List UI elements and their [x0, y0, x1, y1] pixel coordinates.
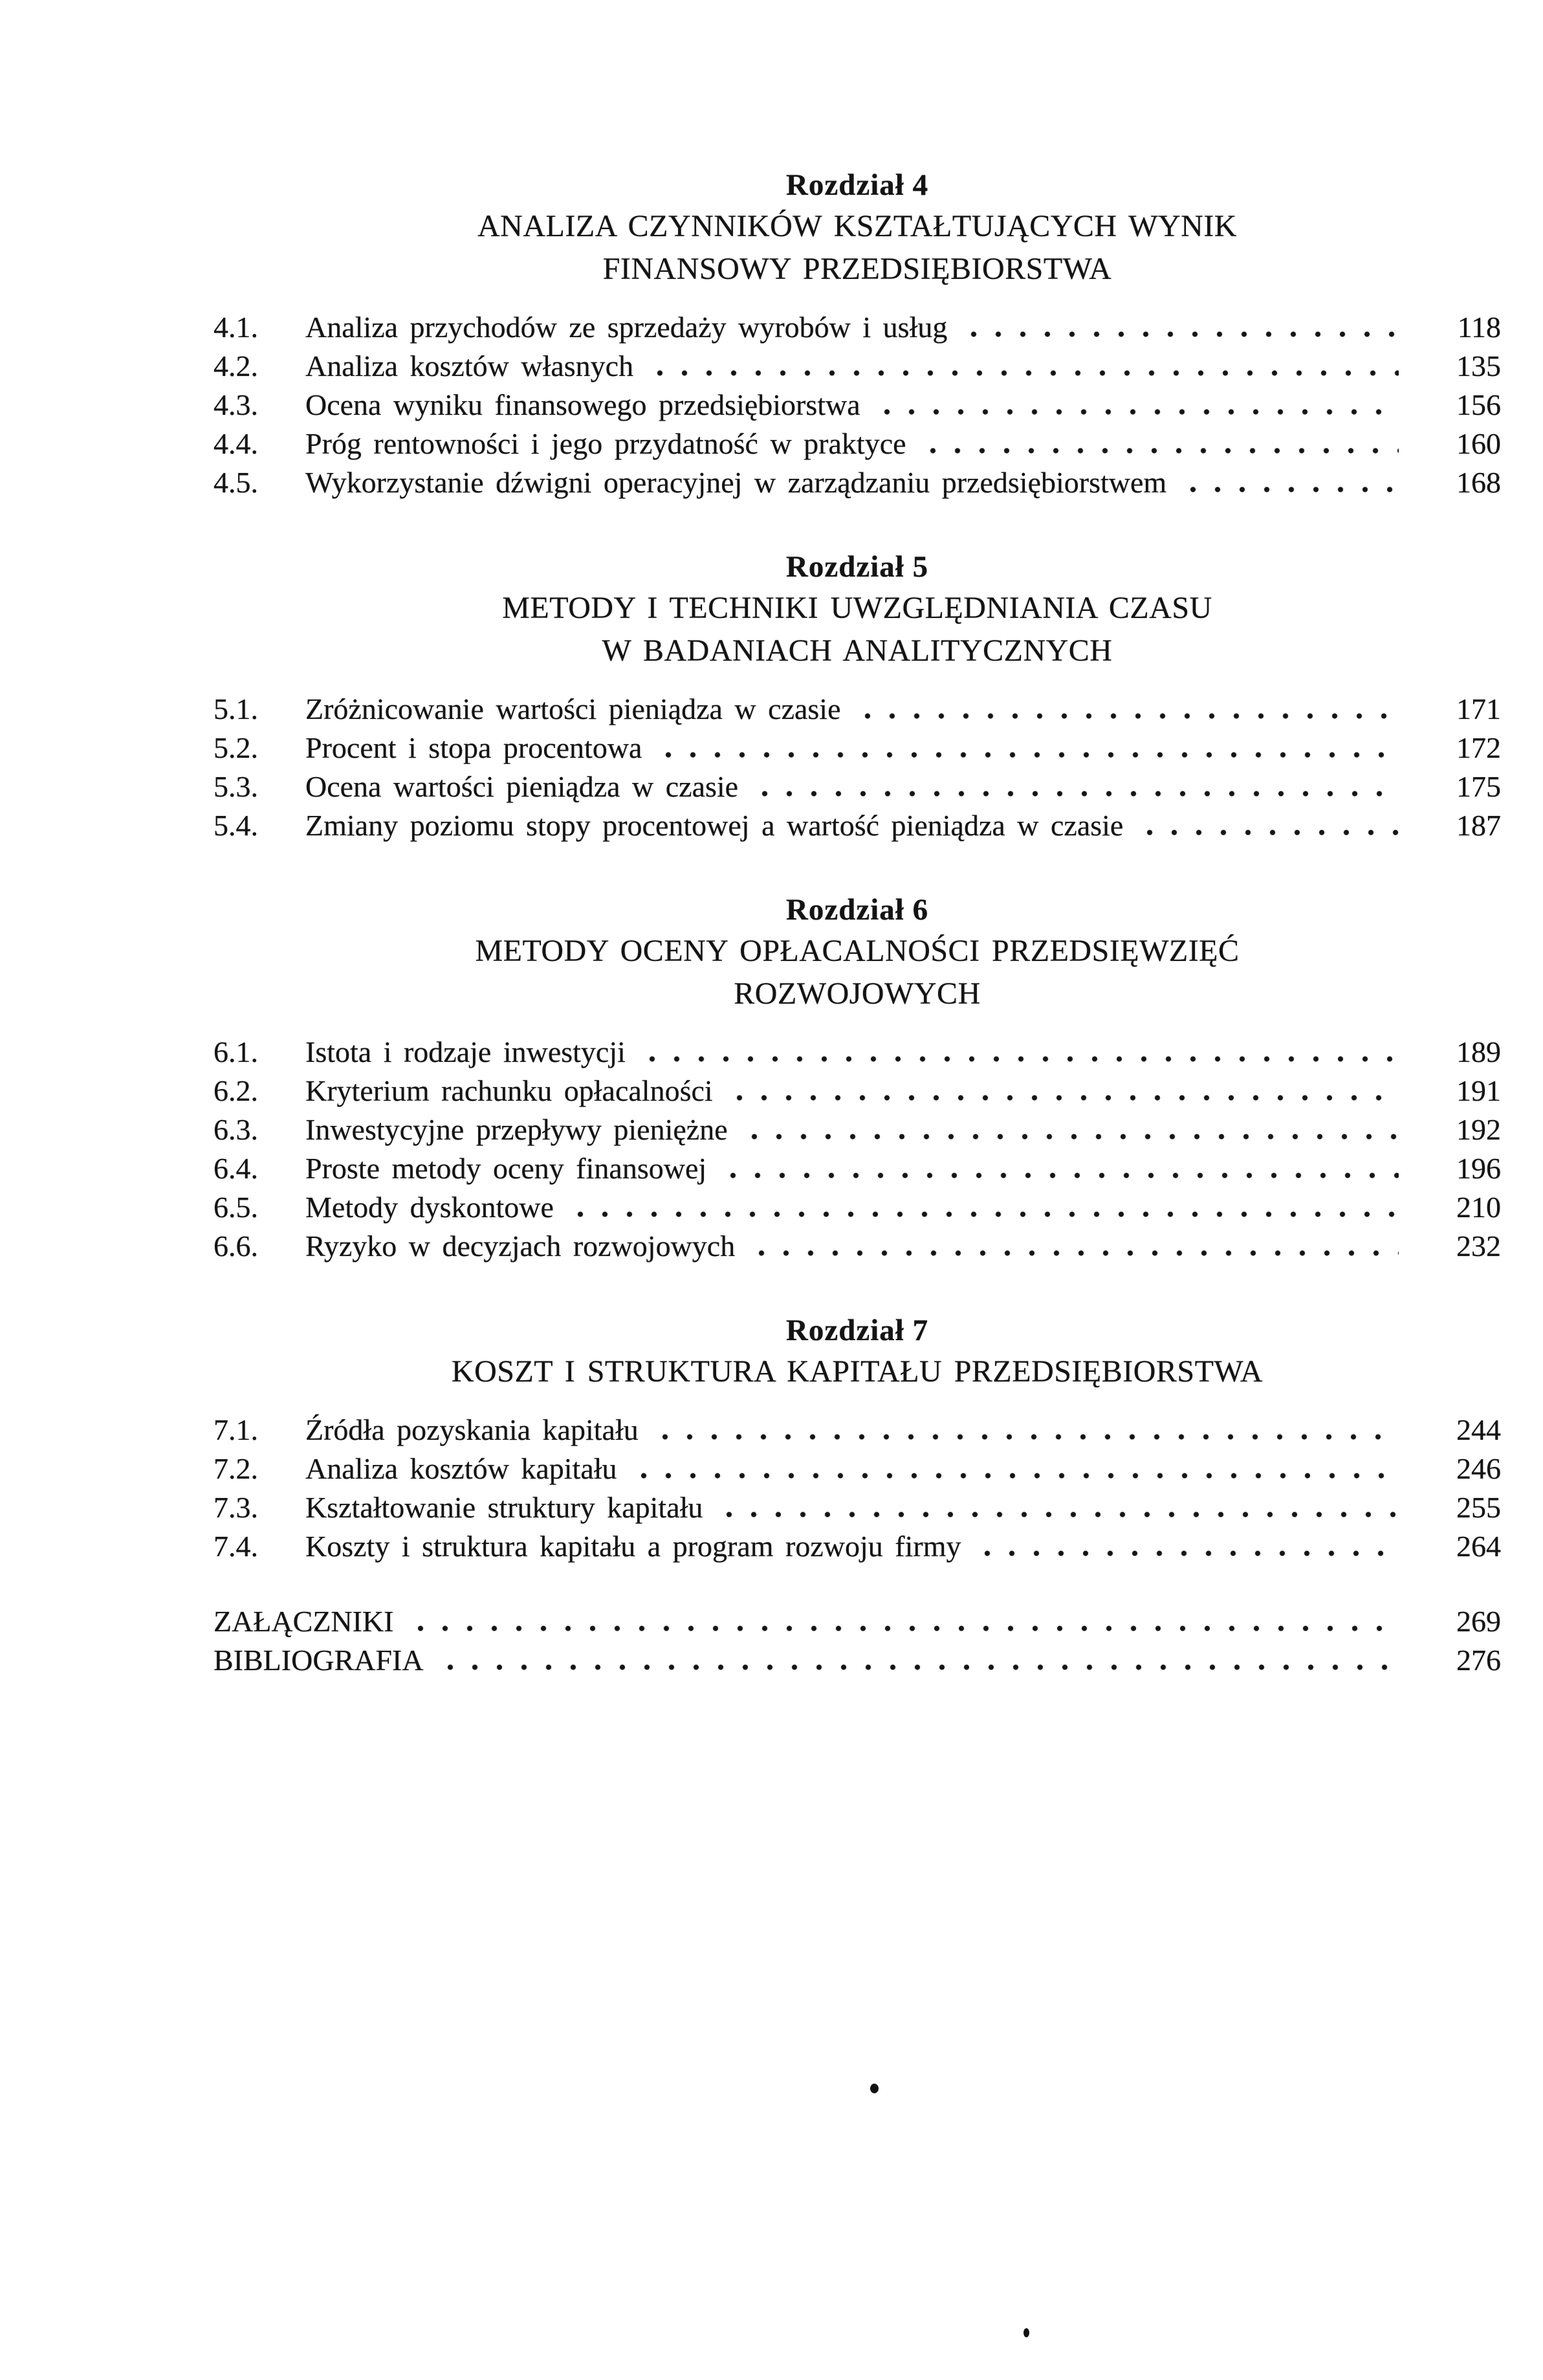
dot-leader [717, 1149, 1399, 1188]
entry-page: 232 [1456, 1229, 1501, 1262]
entry-page: 118 [1457, 311, 1501, 344]
entry-page: 191 [1456, 1074, 1501, 1107]
entry-page: 175 [1456, 770, 1501, 803]
toc-entry [213, 386, 1501, 424]
toc-entry [213, 1149, 1501, 1188]
entry-title: Kryterium rachunku opłacalności [305, 1074, 713, 1107]
entry-page: 172 [1456, 731, 1501, 764]
entry-page: 264 [1456, 1530, 1501, 1563]
entry-title: Istota i rodzaje inwestycji [305, 1035, 626, 1068]
dot-leader [871, 386, 1399, 424]
back-matter [213, 1602, 1501, 1680]
table-of-contents [213, 166, 1501, 1680]
chapter-label: Rozdział 4 [785, 168, 929, 202]
entry-number: 7.2. [213, 1452, 258, 1485]
dot-leader [851, 690, 1399, 729]
dot-leader [1177, 463, 1399, 502]
toc-entry [213, 1227, 1501, 1266]
scan-speck [870, 2084, 879, 2093]
entry-page: 156 [1456, 388, 1501, 421]
dot-leader [713, 1488, 1399, 1527]
toc-entry [213, 1488, 1501, 1527]
entry-page: 171 [1456, 692, 1501, 725]
entry-number: 6.6. [213, 1229, 258, 1262]
entry-title: BIBLIOGRAFIA [213, 1644, 424, 1677]
entry-page: 192 [1456, 1113, 1501, 1146]
toc-entry [213, 729, 1501, 767]
toc-entry [213, 1033, 1501, 1072]
entry-number: 7.4. [213, 1530, 258, 1563]
entry-number: 5.4. [213, 809, 258, 842]
entry-number: 4.3. [213, 388, 258, 421]
chapter-section-6 [213, 890, 1501, 1266]
dot-leader [958, 308, 1399, 347]
entry-number: 5.2. [213, 731, 258, 764]
chapter-title-line: ROZWOJOWYCH [734, 976, 981, 1011]
toc-entry [213, 1527, 1501, 1566]
entry-number: 4.1. [213, 311, 258, 344]
toc-entry [213, 1188, 1501, 1227]
chapter-title-line: W BADANIACH ANALITYCZNYCH [602, 634, 1113, 668]
entry-title: Proste metody oceny finansowej [305, 1152, 707, 1185]
entry-title: Analiza przychodów ze sprzedaży wyrobów i usług [305, 311, 948, 344]
entry-number: 6.1. [213, 1035, 258, 1068]
entry-page: 210 [1456, 1191, 1501, 1224]
entry-number: 6.2. [213, 1074, 258, 1107]
dot-leader [738, 1110, 1399, 1149]
chapter-title-line: FINANSOWY PRZEDSIĘBIORSTWA [602, 252, 1112, 286]
entry-title: Zróżnicowanie wartości pieniądza w czasie [305, 692, 841, 725]
entry-title: Ryzyko w decyzjach rozwojowych [305, 1229, 736, 1262]
entry-page: 189 [1456, 1035, 1501, 1068]
chapter-entries [213, 1033, 1501, 1266]
toc-entry [213, 690, 1501, 729]
entry-page: 255 [1456, 1491, 1501, 1524]
entry-title: Procent i stopa procentowa [305, 731, 642, 764]
toc-entry [213, 1602, 1501, 1641]
entry-page: 187 [1456, 809, 1501, 842]
dot-leader [745, 1227, 1399, 1266]
chapter-title-line: ANALIZA CZYNNIKÓW KSZTAŁTUJĄCYCH WYNIK [477, 209, 1237, 243]
chapter-title-line: METODY OCENY OPŁACALNOŚCI PRZEDSIĘWZIĘĆ [475, 934, 1240, 968]
chapter-section-7 [213, 1311, 1501, 1566]
entry-title: Próg rentowności i jego przydatność w praktyce [305, 427, 906, 460]
entry-number: 4.5. [213, 466, 258, 499]
entry-number: 4.2. [213, 349, 258, 382]
toc-entry [213, 308, 1501, 347]
entry-page: 269 [1456, 1605, 1501, 1638]
entry-title: ZAŁĄCZNIKI [213, 1605, 394, 1638]
dot-leader [404, 1602, 1399, 1641]
entry-title: Ocena wyniku finansowego przedsiębiorstwa [305, 388, 860, 421]
dot-leader [917, 424, 1399, 463]
entry-number: 4.4. [213, 427, 258, 460]
toc-entry [213, 424, 1501, 463]
entry-number: 6.4. [213, 1152, 258, 1185]
chapter-section-5 [213, 547, 1501, 845]
toc-entry [213, 1072, 1501, 1110]
entry-page: 246 [1456, 1452, 1501, 1485]
entry-page: 135 [1456, 349, 1501, 382]
dot-leader [649, 1411, 1399, 1449]
chapter-label: Rozdział 7 [785, 1314, 929, 1347]
dot-leader [628, 1449, 1399, 1488]
entry-title: Koszty i struktura kapitału a program rozwoju firmy [305, 1530, 961, 1563]
entry-title: Metody dyskontowe [305, 1191, 554, 1224]
entry-page: 160 [1456, 427, 1501, 460]
chapter-title-line: METODY I TECHNIKI UWZGLĘDNIANIA CZASU [502, 591, 1212, 625]
chapter-entries [213, 308, 1501, 502]
chapter-entries [213, 1411, 1501, 1566]
dot-leader [971, 1527, 1399, 1566]
toc-entry [213, 463, 1501, 502]
toc-entry [213, 1449, 1501, 1488]
dot-leader [723, 1072, 1399, 1110]
dot-leader [644, 347, 1399, 386]
toc-entry [213, 1641, 1501, 1680]
scan-speck [1023, 2328, 1029, 2337]
entry-title: Ocena wartości pieniądza w czasie [305, 770, 739, 803]
entry-page: 276 [1456, 1644, 1501, 1677]
entry-title: Kształtowanie struktury kapitału [305, 1491, 703, 1524]
toc-entry [213, 1411, 1501, 1449]
entry-number: 6.5. [213, 1191, 258, 1224]
entry-title: Analiza kosztów własnych [305, 349, 634, 382]
entry-title: Wykorzystanie dźwigni operacyjnej w zarządzaniu przedsiębiorstwem [305, 466, 1167, 499]
chapter-label: Rozdział 6 [785, 893, 929, 927]
entry-title: Inwestycyjne przepływy pieniężne [305, 1113, 728, 1146]
toc-entry [213, 806, 1501, 845]
chapter-section-4 [213, 166, 1501, 502]
dot-leader [434, 1641, 1399, 1680]
toc-entry [213, 347, 1501, 386]
entry-title: Źródła pozyskania kapitału [305, 1413, 639, 1446]
entry-number: 6.3. [213, 1113, 258, 1146]
entry-title: Zmiany poziomu stopy procentowej a wartość pieniądza w czasie [305, 809, 1124, 842]
chapter-title-line: KOSZT I STRUKTURA KAPITAŁU PRZEDSIĘBIORSTWA [451, 1354, 1264, 1389]
dot-leader [749, 767, 1399, 806]
entry-number: 5.1. [213, 692, 258, 725]
entry-number: 7.1. [213, 1413, 258, 1446]
chapter-label: Rozdział 5 [785, 550, 929, 584]
toc-entry [213, 1110, 1501, 1149]
chapter-entries [213, 690, 1501, 845]
entry-number: 7.3. [213, 1491, 258, 1524]
dot-leader [1133, 806, 1399, 845]
entry-page: 168 [1456, 466, 1501, 499]
entry-page: 244 [1456, 1413, 1501, 1446]
entry-title: Analiza kosztów kapitału [305, 1452, 617, 1485]
toc-entry [213, 767, 1501, 806]
entry-number: 5.3. [213, 770, 258, 803]
entry-page: 196 [1456, 1152, 1501, 1185]
dot-leader [564, 1188, 1399, 1227]
dot-leader [652, 729, 1399, 767]
dot-leader [636, 1033, 1399, 1072]
